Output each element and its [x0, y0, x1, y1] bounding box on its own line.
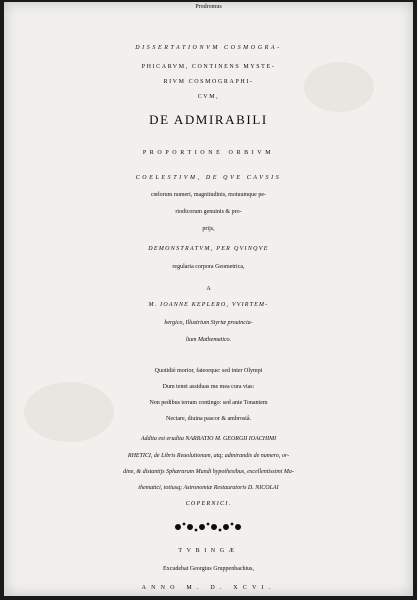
poem-line-3: Non pedibus terram contingo: sed ante Tonantem [149, 400, 268, 406]
author-line-1: M. IOANNE KEPLERO, VVIRTEM- [148, 302, 269, 308]
addita-line-3: dine, & distantijs Sphærarum Mundi hypothesibus, excellentissimi Ma- [123, 469, 294, 475]
dissertation-line-2: PHICARVM, CONTINENS MYSTE- [141, 64, 276, 70]
dissertation-line-4: CVM, [197, 94, 220, 100]
dissertation-line-3: RIVM COSMOGRAPHI- [163, 79, 254, 85]
printers-fleuron-ornament-icon [170, 518, 250, 536]
addita-line-5: COPERNICI. [185, 501, 232, 507]
main-title-line-2: PROPORTIONE ORBIVM [142, 150, 275, 156]
imprint-printer: Excudebat Georgius Gruppenbachius, [162, 566, 255, 572]
dissertation-line-1: DISSERTATIONVM COSMOGRA- [135, 45, 282, 51]
poem-line-1: Quotidiè morior, fateorque: sed inter Olympi [154, 368, 263, 374]
addita-line-2: RHETICI, de Libris Reuolutionum, atq; admirandis de numero, or- [127, 453, 290, 459]
book-title: Prodromus [195, 4, 222, 10]
subtitle-line-1: COELESTIVM, DE QVE CAVSIS [135, 175, 282, 181]
subtitle-line-4: prijs, [202, 226, 215, 232]
poem-line-2: Dum tenet assiduas me mea cura vias: [162, 384, 255, 390]
paper-stain [24, 382, 114, 442]
title-page [4, 2, 413, 596]
addita-line-4: thematici, totiusq; Astronomiæ Restauratoris D. NICOLAI [138, 485, 279, 491]
imprint-year: ANNO M. D. XCVI. [141, 585, 276, 591]
subtitle-line-3: riodicorum genuinis & pro- [175, 209, 242, 215]
author-line-2: bergico, Illustrium Styriæ prouincia- [164, 320, 253, 326]
poem-line-4: Nectare, diuina pascor & ambrosiâ. [166, 416, 251, 422]
a-line: A [206, 286, 211, 292]
demonstratum-line: DEMONSTRATVM, PER QVINQVE [148, 246, 269, 252]
main-title-line-1: DE ADMIRABILI [149, 112, 268, 127]
subtitle-line-2: cœlorum numeri, magnitudinis, motuumque pe- [151, 192, 266, 198]
author-line-3: lium Mathematico. [185, 337, 232, 343]
addita-line-1: Addita est erudita NARRATIO M. GEORGII IOACHIMI [140, 436, 277, 442]
regularia-line: regularia corpora Geometrica, [172, 264, 245, 270]
imprint-city: TVBINGÆ [178, 548, 239, 554]
